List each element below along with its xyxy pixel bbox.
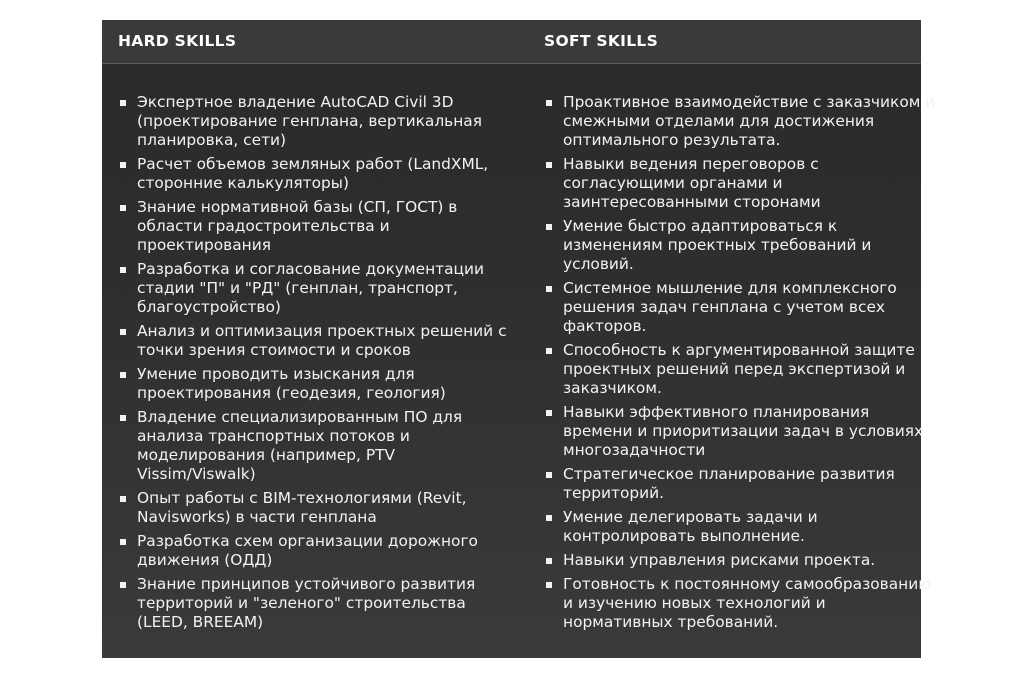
hard-skill-text: Знание нормативной базы (СП, ГОСТ) в области градостроительства и проектирования <box>137 198 458 254</box>
hard-skill-text: Разработка и согласование документации стадии "П" и "РД" (генплан, транспорт, благоустройство) <box>137 260 485 316</box>
hard-skill-item <box>118 408 513 484</box>
square-bullet-icon <box>546 410 552 416</box>
square-bullet-icon <box>120 267 126 273</box>
soft-skill-text: Системное мышление для комплексного решения задач генплана с учетом всех факторов. <box>563 279 897 335</box>
hard-skill-item <box>118 365 513 403</box>
soft-skill-item <box>544 217 939 274</box>
soft-skill-text: Проактивное взаимодействие с заказчиком и смежными отделами для достижения оптимального результата. <box>563 93 936 149</box>
soft-skills-column <box>544 93 939 637</box>
hard-skills-title: HARD SKILLS <box>118 32 237 50</box>
hard-skill-text: Знание принципов устойчивого развития территорий и "зеленого" строительства (LEED, BREEAM) <box>137 575 476 631</box>
soft-skill-text: Стратегическое планирование развития территорий. <box>563 465 895 502</box>
square-bullet-icon <box>120 205 126 211</box>
soft-skill-item <box>544 279 939 336</box>
square-bullet-icon <box>120 496 126 502</box>
square-bullet-icon <box>546 100 552 106</box>
square-bullet-icon <box>546 515 552 521</box>
square-bullet-icon <box>120 539 126 545</box>
square-bullet-icon <box>546 472 552 478</box>
square-bullet-icon <box>546 224 552 230</box>
square-bullet-icon <box>120 329 126 335</box>
soft-skill-item <box>544 155 939 212</box>
square-bullet-icon <box>120 162 126 168</box>
square-bullet-icon <box>120 372 126 378</box>
soft-skill-item <box>544 93 939 150</box>
hard-skill-item <box>118 198 513 255</box>
soft-skill-text: Умение делегировать задачи и контролировать выполнение. <box>563 508 818 545</box>
skills-panel <box>102 20 936 658</box>
hard-skill-item <box>118 155 513 193</box>
hard-skill-text: Умение проводить изыскания для проектирования (геодезия, геология) <box>137 365 446 402</box>
soft-skill-item <box>544 575 939 632</box>
soft-skill-item <box>544 341 939 398</box>
soft-skill-text: Навыки управления рисками проекта. <box>563 551 876 569</box>
square-bullet-icon <box>546 558 552 564</box>
hard-skills-column <box>118 93 513 637</box>
soft-skill-text: Способность к аргументированной защите проектных решений перед экспертизой и заказчиком. <box>563 341 915 397</box>
soft-skills-title: SOFT SKILLS <box>544 32 659 50</box>
hard-skill-text: Расчет объемов земляных работ (LandXML, сторонние калькуляторы) <box>137 155 489 192</box>
hard-skill-item <box>118 260 513 317</box>
hard-skill-text: Разработка схем организации дорожного движения (ОДД) <box>137 532 478 569</box>
square-bullet-icon <box>546 286 552 292</box>
square-bullet-icon <box>546 582 552 588</box>
soft-skill-item <box>544 508 939 546</box>
square-bullet-icon <box>120 415 126 421</box>
square-bullet-icon <box>120 582 126 588</box>
square-bullet-icon <box>120 100 126 106</box>
square-bullet-icon <box>546 348 552 354</box>
hard-skill-item <box>118 575 513 632</box>
soft-skill-text: Навыки ведения переговоров с согласующими органами и заинтересованными сторонами <box>563 155 821 211</box>
table-header <box>102 20 921 64</box>
hard-skill-text: Опыт работы с BIM-технологиями (Revit, Navisworks) в части генплана <box>137 489 467 526</box>
hard-skill-text: Владение специализированным ПО для анализа транспортных потоков и моделирования (например, PTV Vissim/Viswalk) <box>137 408 463 483</box>
soft-skill-item <box>544 403 939 460</box>
hard-skill-item <box>118 322 513 360</box>
hard-skill-text: Анализ и оптимизация проектных решений с точки зрения стоимости и сроков <box>137 322 507 359</box>
square-bullet-icon <box>546 162 552 168</box>
hard-skill-text: Экспертное владение AutoCAD Civil 3D (проектирование генплана, вертикальная планировка, сети) <box>137 93 482 149</box>
soft-skills-list <box>544 93 939 632</box>
soft-skill-item <box>544 465 939 503</box>
soft-skill-text: Готовность к постоянному самообразованию и изучению новых технологий и нормативных требований. <box>563 575 932 631</box>
soft-skill-text: Умение быстро адаптироваться к изменениям проектных требований и условий. <box>563 217 872 273</box>
soft-skill-item <box>544 551 939 570</box>
hard-skill-item <box>118 93 513 150</box>
hard-skill-item <box>118 489 513 527</box>
hard-skill-item <box>118 532 513 570</box>
hard-skills-list <box>118 93 513 632</box>
soft-skill-text: Навыки эффективного планирования времени и приоритизации задач в условиях многозадачности <box>563 403 924 459</box>
